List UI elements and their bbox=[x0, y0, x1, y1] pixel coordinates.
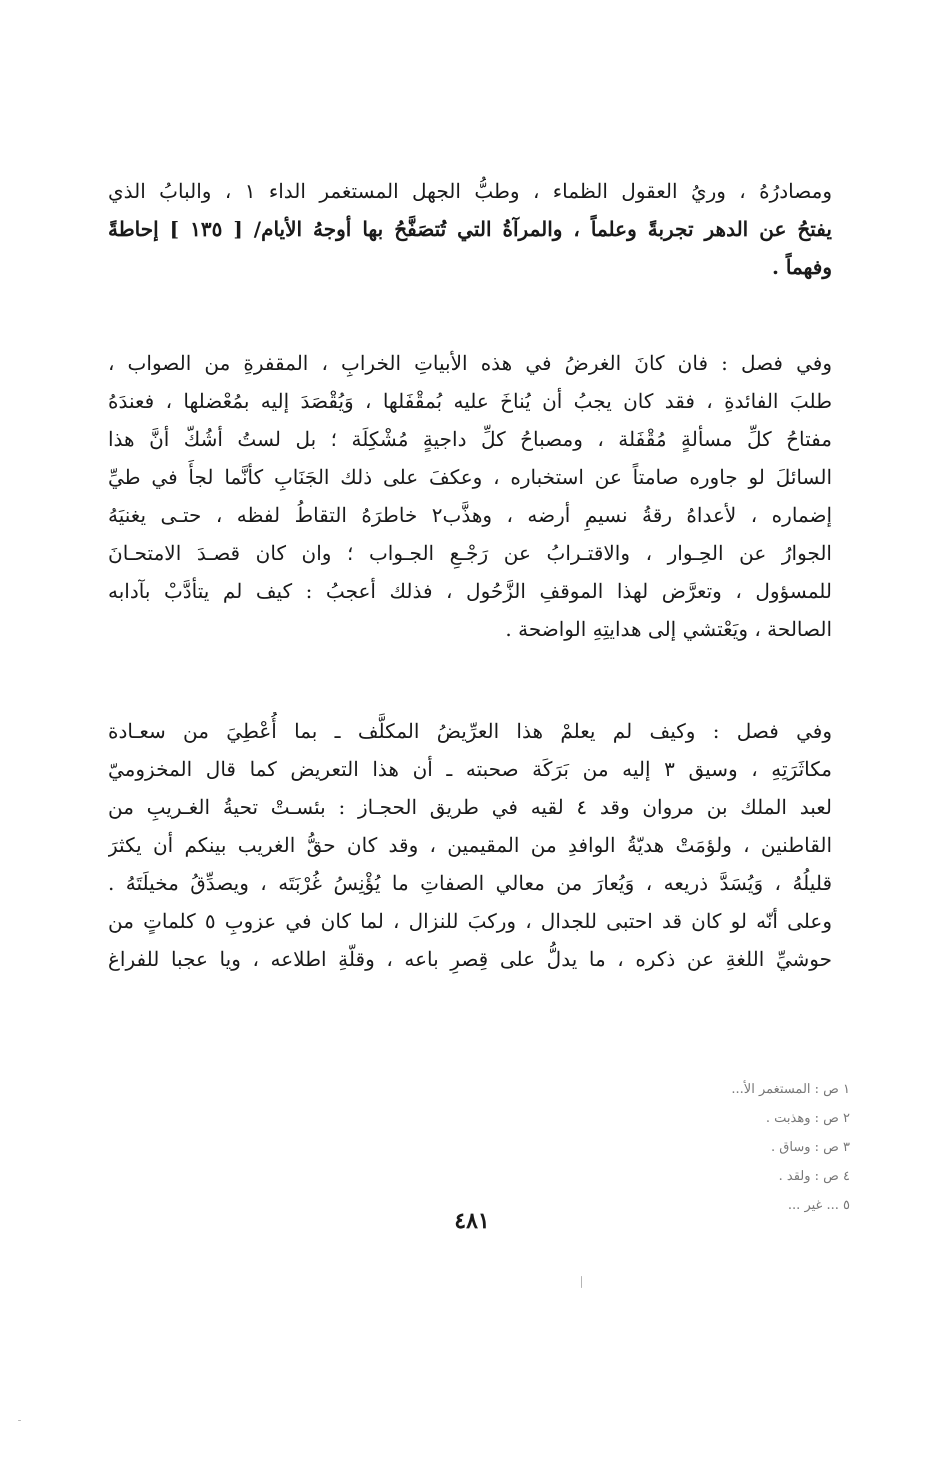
footnote: ٢ ص : وهذبت . bbox=[765, 1111, 850, 1126]
text-line: لعبد الملك بن مروان وقد ٤ لقيه في طريق الحجـاز : بئسـتْ تحيةُ الغـريبِ من bbox=[108, 795, 832, 819]
text-line: للمسؤول ، وتعرَّض لهذا الموقفِ الزَّحُول ، فذلك أعجبُ : كيف لم يتأدَّبْ بآدابه bbox=[108, 579, 832, 603]
text-line: الصالحة ، ويَعْتشي إلى هدايتِهِ الواضحة . bbox=[505, 617, 832, 641]
text-line: وفي فصل : وكيف لم يعلمْ هذا العرِّيضُ المكلَّف ـ بما أُعْطِيَ من سعـادة bbox=[108, 719, 832, 743]
text-line: مفتاحُ كلِّ مسألةٍ مُقْفَلة ، ومصباحُ كلِّ داجيةٍ مُشْكِلَة ؛ بل لستُ أشُكّ أنَّ هذا bbox=[108, 427, 832, 451]
text-line: مكاثَرَتِهِ ، وسيق ٣ إليه من بَرَكَة صحبته ـ أن هذا التعريض كما قال المخزوميّ bbox=[108, 757, 832, 781]
text-line: إضماره ، لأعداهُ رقةُ نسيمِ أرضه ، وهذَّب٢ خاطرَهُ التقاطُ لفظه ، حتـى يغنيَهُ bbox=[108, 503, 832, 527]
paragraph-1 bbox=[108, 172, 832, 286]
text-line: وفهماً . bbox=[771, 255, 832, 279]
text-line: وعلى أنّه لو كان قد احتبى للجدال ، وركبَ للنزال ، لما كان في عزوبِ ٥ كلماتٍ من bbox=[108, 909, 832, 933]
text-line: قليلُهُ ، وَيُسَدَّ ذريعه ، وَيُعارَ من معالي الصفاتِ ما يُؤْنِسُ غُرْبَتَه ، ويصدِّقُ مخيلَتَهُ . bbox=[108, 871, 832, 895]
text-line: السائلَ لو جاوره صامتاً عن استخباره ، وعكفَ على ذلك الجَنَابِ كأنَّما لجأَ في طيِّ bbox=[108, 465, 832, 489]
footnotes bbox=[560, 1075, 850, 1220]
text-line: يفتحُ عن الدهر تجربةً وعلماً ، والمرآةُ التي تُتصَفَّحُ بها أوجهُ الأيام/ [ ١٣٥ ] إحاطةً bbox=[108, 217, 832, 241]
page-number: ٤٨١ bbox=[454, 1208, 490, 1234]
footnote: ٣ ص : وساق . bbox=[771, 1140, 850, 1155]
text-line: طلبَ الفائدةِ ، فقد كان يجبُ أن يُناخَ عليه بُمقْفَلها ، وَيُقْصَدَ إليه بمُعْضلها ، فعندَهُ bbox=[108, 389, 832, 413]
scan-artifact bbox=[18, 1420, 21, 1421]
footnote: ٤ ص : ولقد . bbox=[778, 1169, 850, 1184]
footnote: ٥ ... غير ... bbox=[787, 1198, 850, 1213]
paragraph-2 bbox=[108, 344, 832, 648]
text-line: ومصادرُهُ ، وريُ العقول الظماء ، وطبُّ الجهل المستغمر الداء ١ ، والبابُ الذي bbox=[108, 179, 832, 203]
footnote: ١ ص : المستغمر الأ... bbox=[731, 1082, 850, 1097]
text-line: الجوارُ عن الحِـوار ، والاقتـرابُ عن رَجْـعِ الجـواب ؛ وان كان قصـدَ الامتحـانَ bbox=[108, 541, 832, 565]
text-line: حوشيِّ اللغةِ عن ذكره ، ما يدلُّ على قِصرِ باعه ، وقلّةِ اطلاعه ، ويا عجبا للفراغ bbox=[108, 947, 832, 971]
paragraph-3 bbox=[108, 712, 832, 978]
scan-artifact bbox=[581, 1276, 582, 1288]
text-line: القاطنين ، ولؤمَتْ هديّةُ الوافدِ من المقيمين ، وقد كان حقُّ الغريب بينكم أن يكثرَ bbox=[108, 833, 832, 857]
text-line: وفي فصل : فان كانَ الغرضُ في هذه الأبياتِ الخرابِ ، المقفرةِ من الصواب ، bbox=[108, 351, 832, 375]
